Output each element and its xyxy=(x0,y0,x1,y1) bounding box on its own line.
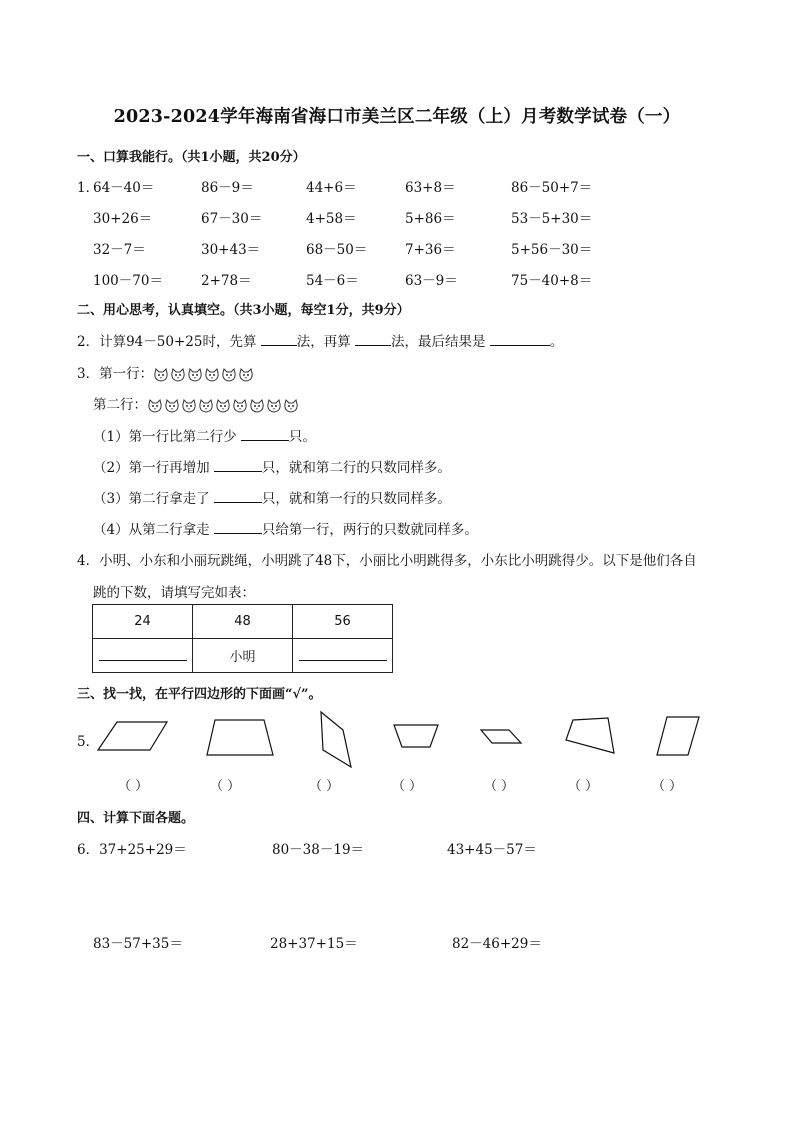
q4-number: 4． xyxy=(77,553,100,569)
q3-row1-label: 第一行： xyxy=(99,366,154,382)
cat-face-icon xyxy=(164,399,180,413)
quad-shape-7 xyxy=(657,717,699,755)
q3-sub-2 xyxy=(93,456,451,476)
section-2-heading: 二、用心思考，认真填空。（共3小题，每空1分，共9分） xyxy=(77,303,410,318)
q3-sub-1-text: （1）第一行比第二行少 xyxy=(93,429,237,445)
q6-expr-3: 43+45－57＝ xyxy=(447,842,537,858)
quad-shape-1 xyxy=(98,722,167,750)
quad-shape-4 xyxy=(394,725,438,747)
page-title: 2023-2024学年海南省海口市美兰区二年级（上）月考数学试卷（一） xyxy=(113,107,681,127)
q1-expr: 30+43＝ xyxy=(201,242,261,258)
q6-number: 6． xyxy=(77,842,100,858)
q1-expr: 100－70＝ xyxy=(93,273,163,289)
q2-blank-2[interactable] xyxy=(355,345,391,346)
table-cell: 24 xyxy=(93,605,193,639)
cat-face-icon xyxy=(170,368,186,382)
q4-line-2: 跳的下数，请填写完如表： xyxy=(93,585,255,601)
quad-shape-5 xyxy=(481,730,521,743)
q3-sub-1-suffix: 只。 xyxy=(288,429,316,445)
q3-sub-3-suffix: 只，就和第一行的只数同样多。 xyxy=(261,491,451,507)
cat-face-icon xyxy=(221,368,237,382)
q1-expr: 86－50+7＝ xyxy=(511,180,593,196)
cat-face-icon xyxy=(215,399,231,413)
q3-sub-4-blank[interactable] xyxy=(214,533,262,534)
q3-sub-2-blank[interactable] xyxy=(214,471,262,472)
q6-expr-2: 80－38－19＝ xyxy=(272,842,365,858)
q1-expr: 67－30＝ xyxy=(201,211,263,227)
q1-expr: 32－7＝ xyxy=(93,242,146,258)
quad-shape-3 xyxy=(321,712,351,767)
q4-text-1: 小明、小东和小丽玩跳绳，小明跳了48下，小丽比小明跳得多，小东比小明跳得少。以下是他们各自 xyxy=(99,553,697,569)
cat-face-icon xyxy=(249,399,265,413)
quad-shape-6 xyxy=(566,718,614,753)
q5-shapes xyxy=(0,700,794,780)
q3-sub-4 xyxy=(93,518,478,538)
answer-paren-3[interactable]: （ ） xyxy=(309,779,340,794)
q6-expr-5: 28+37+15＝ xyxy=(270,936,358,952)
cat-face-icon xyxy=(181,399,197,413)
section-4-heading: 四、计算下面各题。 xyxy=(77,811,195,826)
table-cell: 48 xyxy=(193,605,293,639)
q1-expr: 5+86＝ xyxy=(405,211,456,227)
q1-expr: 30+26＝ xyxy=(93,211,153,227)
q3-row2-animals xyxy=(147,399,299,413)
q2-text-1: 计算94－50+25时，先算 xyxy=(99,334,257,350)
q1-expr: 2+78＝ xyxy=(201,273,252,289)
q3-sub-2-text: （2）第一行再增加 xyxy=(93,460,210,476)
cat-face-icon xyxy=(187,368,203,382)
cat-face-icon xyxy=(238,368,254,382)
cat-face-icon xyxy=(204,368,220,382)
q1-number: 1． xyxy=(77,180,100,196)
q3-sub-4-text: （4）从第二行拿走 xyxy=(93,522,210,538)
table-row xyxy=(93,605,393,639)
q1-expr: 63+8＝ xyxy=(405,180,456,196)
cat-face-icon xyxy=(266,399,282,413)
q6-item-1 xyxy=(77,838,187,858)
q2-line xyxy=(77,330,563,350)
answer-paren-7[interactable]: （ ） xyxy=(652,779,683,794)
answer-paren-2[interactable]: （ ） xyxy=(210,779,241,794)
cat-face-icon xyxy=(232,399,248,413)
q2-text-3: 法，最后结果是 xyxy=(391,334,486,350)
q1-expr: 64－40＝ xyxy=(93,180,155,196)
answer-paren-6[interactable]: （ ） xyxy=(568,779,599,794)
q6-expr-4: 83－57+35＝ xyxy=(93,936,183,952)
q1-expr: 75－40+8＝ xyxy=(511,273,593,289)
q1-expr: 86－9＝ xyxy=(201,180,254,196)
q2-text-2: 法，再算 xyxy=(296,334,351,350)
q3-row2-label: 第二行： xyxy=(93,397,147,413)
q3-sub-1-blank[interactable] xyxy=(241,440,289,441)
q2-blank-1[interactable] xyxy=(261,345,297,346)
q3-row1-animals xyxy=(153,368,254,382)
table-cell-answer-blank[interactable] xyxy=(293,639,393,673)
q3-number: 3． xyxy=(77,366,100,382)
cat-face-icon xyxy=(147,399,163,413)
table-cell: 小明 xyxy=(193,639,293,673)
q3-sub-1 xyxy=(93,425,316,445)
q4-jump-table xyxy=(92,604,393,673)
q3-sub-3-text: （3）第二行拿走了 xyxy=(93,491,210,507)
q1-expr: 7+36＝ xyxy=(405,242,456,258)
q3-row1 xyxy=(77,362,254,382)
q3-sub-3 xyxy=(93,487,451,507)
table-cell: 56 xyxy=(293,605,393,639)
cat-face-icon xyxy=(198,399,214,413)
q1-expr: 53－5+30＝ xyxy=(511,211,593,227)
answer-paren-5[interactable]: （ ） xyxy=(484,779,515,794)
cat-face-icon xyxy=(283,399,299,413)
q4-line-1 xyxy=(77,549,697,569)
q2-blank-3[interactable] xyxy=(490,345,550,346)
cat-face-icon xyxy=(153,368,169,382)
q1-expr: 44+6＝ xyxy=(306,180,357,196)
answer-paren-1[interactable]: （ ） xyxy=(118,779,149,794)
q3-sub-4-suffix: 只给第一行，两行的只数就同样多。 xyxy=(261,522,478,538)
table-cell-answer-blank[interactable] xyxy=(93,639,193,673)
q2-text-4: 。 xyxy=(549,334,564,350)
q5-number: 5． xyxy=(77,734,100,750)
q6-expr-6: 82－46+29＝ xyxy=(452,936,542,952)
section-3-heading: 三、找一找，在平行四边形的下面画“√”。 xyxy=(77,687,322,702)
q2-number: 2． xyxy=(77,334,100,350)
q3-row2 xyxy=(93,393,299,413)
q1-expr: 4+58＝ xyxy=(306,211,357,227)
table-row xyxy=(93,639,393,673)
q3-sub-2-suffix: 只，就和第二行的只数同样多。 xyxy=(261,460,451,476)
answer-paren-4[interactable]: （ ） xyxy=(392,779,423,794)
section-1-heading: 一、口算我能行。（共1小题，共20分） xyxy=(77,150,306,165)
q1-expr: 54－6＝ xyxy=(306,273,359,289)
q1-expr: 63－9＝ xyxy=(405,273,458,289)
q3-sub-3-blank[interactable] xyxy=(214,502,262,503)
quad-shape-2 xyxy=(207,720,273,755)
q6-expr-1: 37+25+29＝ xyxy=(99,842,187,858)
q1-expr: 5+56－30＝ xyxy=(511,242,593,258)
q1-expr: 68－50＝ xyxy=(306,242,368,258)
